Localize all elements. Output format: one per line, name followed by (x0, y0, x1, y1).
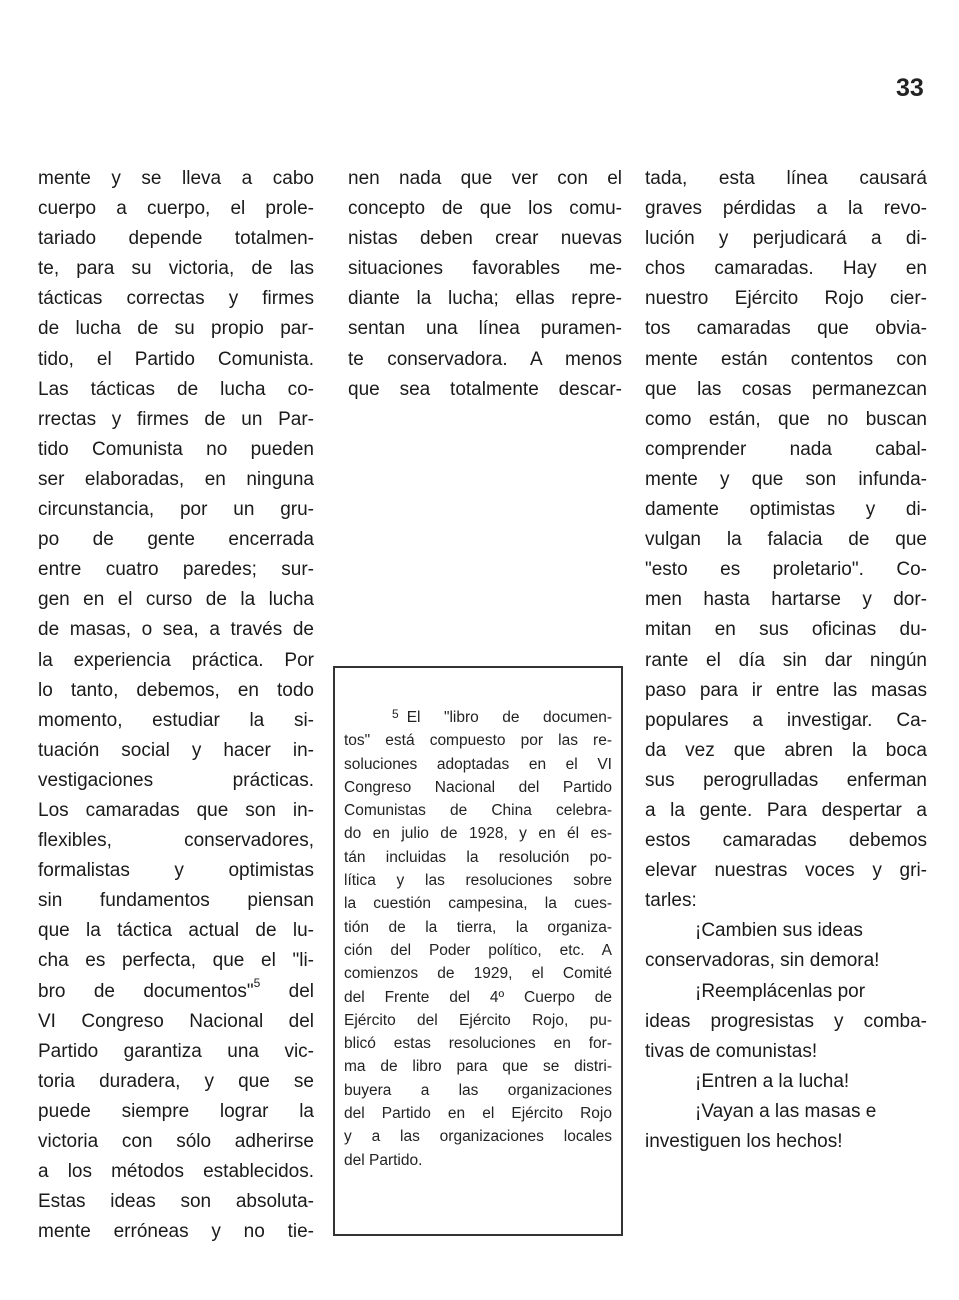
footnote-line: la cuestión campesina, la cues- (344, 895, 612, 913)
text-line: graves pérdidas a la revo- (645, 198, 927, 220)
text-line: ¡Cambien sus ideas (695, 920, 863, 942)
text-line: concepto de que los comu- (348, 198, 622, 220)
text-line: Las tácticas de lucha co- (38, 378, 314, 400)
text-line: mente y que son infunda- (645, 468, 927, 490)
text-segment: El "libro de documen- (406, 709, 612, 726)
text-line: nuestro Ejército Rojo cier- (645, 288, 927, 310)
text-line: paso para ir entre las masas (645, 679, 927, 701)
text-line: ¡Entren a la lucha! (695, 1070, 850, 1092)
text-line: mente erróneas y no tie- (38, 1221, 314, 1243)
text-line: da vez que abren la boca (645, 739, 927, 761)
text-line: VI Congreso Nacional del (38, 1010, 314, 1032)
text-line: ¡Vayan a las masas e (695, 1100, 877, 1122)
text-line: que la táctica actual de lu- (38, 920, 314, 942)
text-line: de lucha de su propio par- (38, 318, 314, 340)
text-line: ser elaboradas, en ninguna (38, 468, 314, 490)
footnote-line: blicó estas resoluciones en for- (344, 1035, 612, 1053)
text-line: te, para su victoria, de las (38, 258, 314, 280)
text-line: mente están contentos con (645, 348, 927, 370)
text-line: situaciones favorables me- (348, 258, 622, 280)
text-column-3 (645, 164, 927, 1157)
text-line: "esto es proletario". Co- (645, 559, 927, 581)
text-line: damente optimistas y di- (645, 499, 927, 521)
footnote-line: del Frente del 4º Cuerpo de (344, 988, 612, 1006)
text-line: ideas progresistas y comba- (645, 1010, 927, 1032)
text-line: a la gente. Para despertar a (645, 799, 927, 821)
text-line: conservadoras, sin demora! (645, 950, 880, 972)
text-line: te conservadora. A menos (348, 348, 622, 370)
text-line: ¡Reemplácenlas por (695, 980, 866, 1002)
text-line: Partido garantiza una vic- (38, 1040, 314, 1062)
footnote-line: comienzos de 1929, el Comité (344, 965, 612, 983)
text-line: tuación social y hacer in- (38, 739, 314, 761)
text-line: cuerpo a cuerpo, el prole- (38, 198, 314, 220)
text-line: tácticas correctas y firmes (38, 288, 314, 310)
text-line: entre cuatro paredes; sur- (38, 559, 314, 581)
text-line: Los camaradas que son in- (38, 799, 314, 821)
text-line: gen en el curso de la lucha (38, 589, 314, 611)
footnote-line: tán incluidas la resolución po- (344, 848, 612, 866)
footnote-line: tión de la tierra, la organiza- (344, 918, 612, 936)
text-line: la experiencia práctica. Por (38, 649, 314, 671)
text-line: investiguen los hechos! (645, 1131, 843, 1152)
text-line: comprender nada cabal- (645, 438, 927, 460)
footnote-reference: 5 (253, 976, 261, 991)
text-line: elevar nuestras voces y gri- (645, 860, 927, 882)
footnote-number: 5 (392, 707, 399, 721)
text-line: men hasta hartarse y dor- (645, 589, 927, 611)
text-segment: bro de documentos" (38, 980, 254, 1002)
text-line: vulgan la falacia de que (645, 529, 927, 551)
text-line: flexibles, conservadores, (38, 830, 314, 852)
footnote-line: tos" está compuesto por las re- (344, 732, 612, 750)
text-line: tada, esta línea causará (645, 168, 927, 189)
text-column-1 (38, 164, 314, 1247)
text-line: vestigaciones prácticas. (38, 769, 314, 791)
footnote-line: Comunistas de China celebra- (344, 802, 612, 820)
footnote-line: buyera a las organizaciones (344, 1081, 612, 1099)
text-line: sus perogrulladas enferman (645, 769, 927, 791)
text-line: rrectas y firmes de un Par- (38, 408, 314, 430)
text-line: tarles: (645, 890, 697, 912)
text-line: tariado depende totalmen- (38, 228, 314, 250)
text-line: mente y se lleva a cabo (38, 168, 314, 189)
footnote-line (344, 706, 612, 729)
text-line: toria duradera, y que se (38, 1070, 314, 1092)
text-line: estos camaradas debemos (645, 830, 927, 852)
text-line: cha es perfecta, que el "li- (38, 950, 314, 972)
text-column-2 (348, 164, 622, 405)
text-line: tos camaradas que obvia- (645, 318, 927, 340)
footnote-line: lítica y las resoluciones sobre (344, 872, 612, 890)
text-line: puede siempre lograr la (38, 1100, 314, 1122)
text-segment: del (288, 980, 315, 1002)
footnote-line: soluciones adoptadas en el VI (344, 755, 612, 773)
text-line: tivas de comunistas! (645, 1040, 818, 1062)
footnote-line: ción del Poder político, etc. A (344, 941, 612, 959)
text-line: lución y perjudicará a di- (645, 228, 927, 250)
text-line: Estas ideas son absoluta- (38, 1191, 314, 1213)
text-line (38, 977, 314, 1007)
text-line: circunstancia, por un gru- (38, 499, 314, 521)
text-line: tido Comunista no pueden (38, 438, 314, 460)
text-line: formalistas y optimistas (38, 860, 314, 882)
text-line: mitan en sus oficinas du- (645, 619, 927, 641)
footnote-line: del Partido. (344, 1151, 423, 1169)
footnote-text (344, 706, 612, 1172)
text-line: sentan una línea puramen- (348, 318, 622, 340)
page-number: 33 (896, 74, 924, 102)
text-line: de masas, o sea, a través de (38, 619, 314, 641)
text-line: chos camaradas. Hay en (645, 258, 927, 280)
text-line: como están, que no buscan (645, 408, 927, 430)
text-line: nen nada que ver con el (348, 168, 622, 189)
text-line: que las cosas permanezcan (645, 378, 927, 400)
text-line: victoria con sólo adherirse (38, 1131, 314, 1152)
footnote-line: Congreso Nacional del Partido (344, 778, 612, 796)
text-line: nistas deben crear nuevas (348, 228, 622, 250)
text-line: momento, estudiar la si- (38, 709, 314, 731)
text-line: lo tanto, debemos, en todo (38, 679, 314, 701)
footnote-line: del Partido en el Ejército Rojo (344, 1105, 612, 1123)
footnote-line: y a las organizaciones locales (344, 1128, 612, 1146)
text-line: tido, el Partido Comunista. (38, 348, 314, 370)
footnote-line: Ejército del Ejército Rojo, pu- (344, 1011, 612, 1029)
footnote-line: do en julio de 1928, y en él es- (344, 825, 612, 843)
text-line: a los métodos establecidos. (38, 1161, 314, 1183)
text-line: po de gente encerrada (38, 529, 314, 551)
text-line: diante la lucha; ellas repre- (348, 288, 622, 310)
text-line: populares a investigar. Ca- (645, 709, 927, 731)
text-line: sin fundamentos piensan (38, 890, 314, 912)
footnote-line: ma de libro para que se distri- (344, 1058, 612, 1076)
text-line: que sea totalmente descar- (348, 378, 622, 400)
text-line: rante el día sin dar ningún (645, 649, 927, 671)
